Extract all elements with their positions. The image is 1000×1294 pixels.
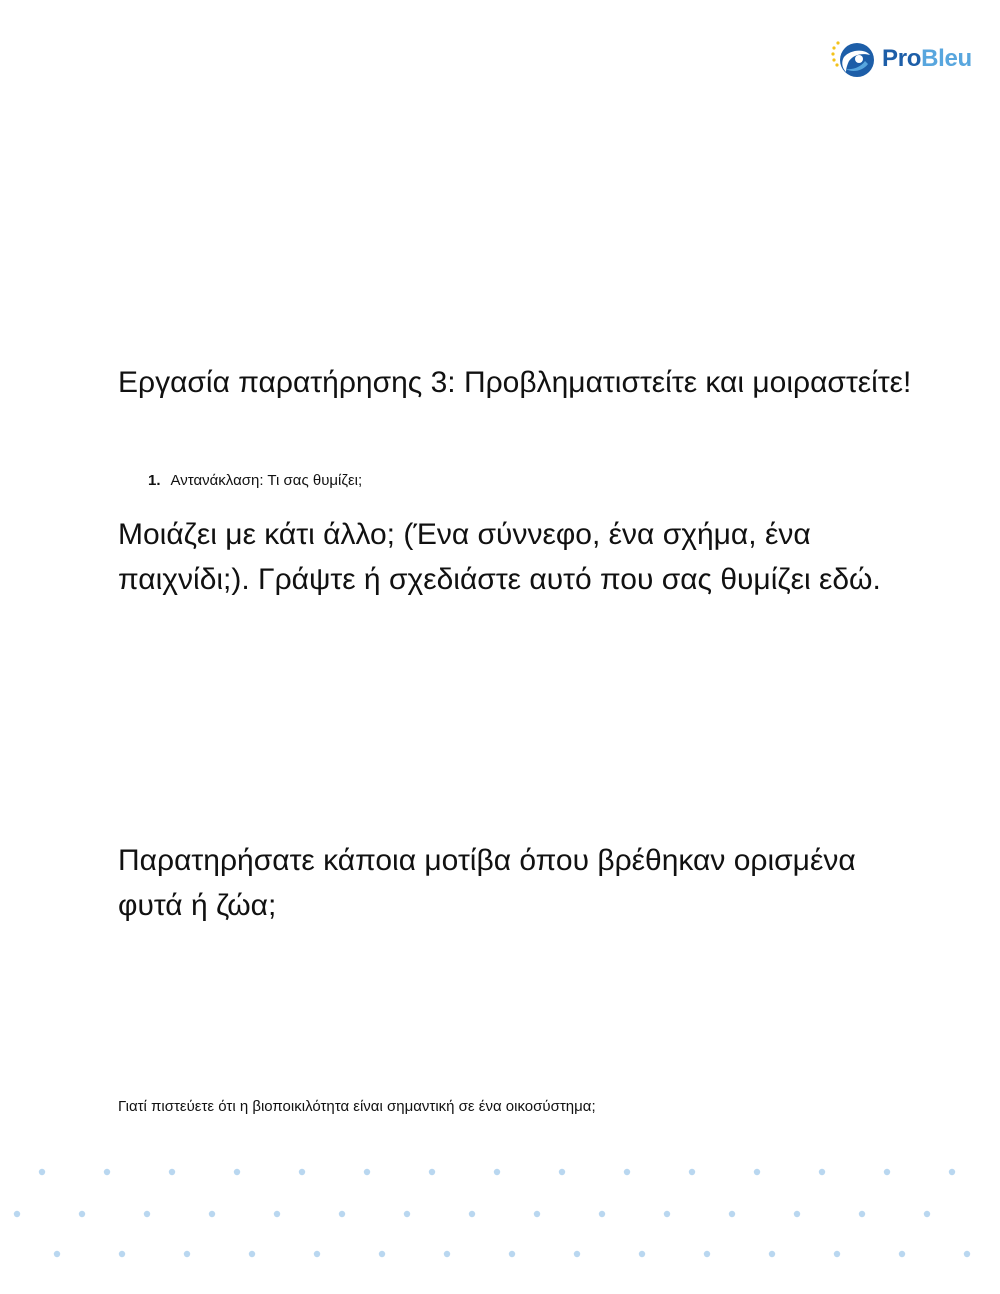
decorative-dot xyxy=(14,1211,20,1217)
decorative-dot xyxy=(169,1169,175,1175)
decorative-dot xyxy=(574,1251,580,1257)
decorative-dot xyxy=(729,1211,735,1217)
decorative-dot xyxy=(624,1169,630,1175)
decorative-dot xyxy=(704,1251,710,1257)
decorative-dot xyxy=(444,1251,450,1257)
decorative-dot xyxy=(404,1211,410,1217)
decorative-dot xyxy=(794,1211,800,1217)
list-item-text: Αντανάκλαση: Τι σας θυμίζει; xyxy=(170,472,363,489)
list-item xyxy=(148,472,362,489)
brand-name xyxy=(882,45,972,73)
decorative-dot xyxy=(39,1169,45,1175)
decorative-dot xyxy=(964,1251,970,1257)
decorative-dot xyxy=(534,1211,540,1217)
decorative-dot xyxy=(769,1251,775,1257)
decorative-dot xyxy=(599,1211,605,1217)
decorative-dot xyxy=(144,1211,150,1217)
list-item-number: 1. xyxy=(148,472,161,489)
decorative-dot xyxy=(509,1251,515,1257)
decorative-dot xyxy=(299,1169,305,1175)
decorative-dot xyxy=(119,1251,125,1257)
decorative-dot xyxy=(469,1211,475,1217)
decorative-dot xyxy=(54,1251,60,1257)
probleu-logo xyxy=(830,38,980,82)
decorative-dot xyxy=(184,1251,190,1257)
decorative-dot xyxy=(274,1211,280,1217)
decorative-dot xyxy=(639,1251,645,1257)
decorative-dot xyxy=(949,1169,955,1175)
brand-name-pro: Pro xyxy=(882,45,922,72)
decorative-dot-pattern xyxy=(0,1150,1000,1294)
decorative-dot xyxy=(834,1251,840,1257)
decorative-dot xyxy=(364,1169,370,1175)
decorative-dot xyxy=(234,1169,240,1175)
decorative-dot xyxy=(104,1169,110,1175)
question-patterns: Παρατηρήσατε κάποια μοτίβα όπου βρέθηκαν ορισμένα φυτά ή ζώα; xyxy=(118,844,856,922)
decorative-dot xyxy=(249,1251,255,1257)
decorative-dot xyxy=(559,1169,565,1175)
task-title: Εργασία παρατήρησης 3: Προβληματιστείτε και μοιραστείτε! xyxy=(118,366,912,399)
decorative-dot xyxy=(924,1211,930,1217)
decorative-dot xyxy=(339,1211,345,1217)
reflection-list xyxy=(148,472,362,489)
decorative-dot xyxy=(859,1211,865,1217)
decorative-dot xyxy=(884,1169,890,1175)
decorative-dot xyxy=(689,1169,695,1175)
decorative-dot xyxy=(754,1169,760,1175)
decorative-dot xyxy=(79,1211,85,1217)
question-biodiversity: Γιατί πιστεύετε ότι η βιοποικιλότητα είναι σημαντική σε ένα οικοσύστημα; xyxy=(118,1098,596,1115)
decorative-dot xyxy=(664,1211,670,1217)
decorative-dot xyxy=(819,1169,825,1175)
decorative-dot xyxy=(899,1251,905,1257)
decorative-dot xyxy=(209,1211,215,1217)
decorative-dot xyxy=(379,1251,385,1257)
decorative-dot xyxy=(494,1169,500,1175)
question-resemblance: Μοιάζει με κάτι άλλο; (Ένα σύννεφο, ένα σχήμα, ένα παιχνίδι;). Γράψτε ή σχεδιάστε αυτό που σας θυμίζει εδώ. xyxy=(118,518,881,596)
probleu-emblem-icon xyxy=(830,38,878,82)
brand-name-bleu: Bleu xyxy=(921,45,972,72)
decorative-dot xyxy=(314,1251,320,1257)
decorative-dot xyxy=(429,1169,435,1175)
